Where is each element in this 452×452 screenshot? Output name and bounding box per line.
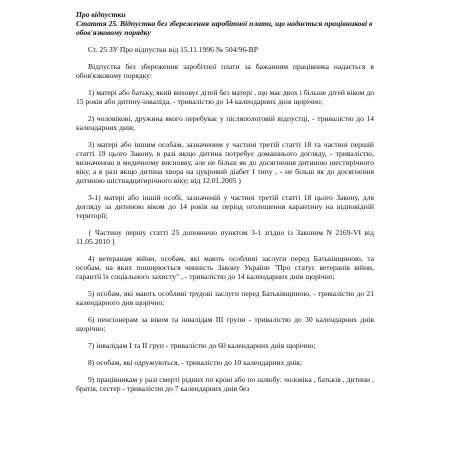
paragraph-item-5: 5) особам, які мають особливі трудові заслуги перед Батьківщиною, - тривалістю до 21 календарного дня щорічно; (76, 289, 374, 307)
paragraph-item-3: 3) матері або іншим особам, зазначеним у частині третій статті 18 та частині першій статті 19 цього Закону, в разі якщо дитина потребує домашнього догляду, - тривалістю, визначеною в медичному висновку, але не більш як до досягнення дитиною шестирічного віку, а в разі якщо дитина хвора на цукровий діабет I типу , - не більш як до досягнення дитиною шістнадцятирічного віку; від 12.01.2005 ) (76, 140, 374, 185)
document-page (76, 10, 374, 401)
paragraph-amendment-note: { Частину першу статті 25 доповнено пунктом 3-1 згідно із Законом N 2169-VI від 11.05.2010 } (76, 228, 374, 246)
paragraph-item-2: 2) чоловікові, дружина якого перебуває у післяпологовій відпустці, - тривалістю до 14 календарних днів; (76, 114, 374, 132)
paragraph-item-9: 9) працівникам у разі смерті рідних по крові або по шлюбу: чоловіка , батьків , дитини , братів, сестер - тривалістю до 7 календарних днів без (76, 375, 374, 393)
paragraph-item-4: 4) ветеранам війни, особам, які мають особливі заслуги перед Батьківщиною, та особам, на яких поширюється чинність Закону України "Про статус ветеранів війни, гарантії їх соціального захисту" , - тривалістю до 14 календарних днів щорічно; (76, 254, 374, 281)
paragraph-item-8: 8) особам, які одружуються, - тривалістю до 10 календарних днів; (88, 358, 302, 367)
paragraph-item-3-1: 3-1) матері або іншій особі, зазначеній у частині третій статті 18 цього Закону, для догляду за дитиною віком до 14 років на період оголошення карантину на відповідній території; (76, 193, 374, 220)
paragraph-item-7: 7) інвалідам I та II груп - тривалістю до 60 календарних днів щорічно; (88, 341, 316, 350)
paragraph-intro: Відпустка без збереження заробітної плати за бажанням працівника надається в обов'язковому порядку: (76, 62, 374, 80)
paragraph-item-1: 1) матері або батьку, який виховує дітей без матері , що має двох і більше дітей віком до 15 років або дитину-інваліда, - тривалістю до 14 календарних днів щорічно; (76, 88, 374, 106)
paragraph-item-6: 6) пенсіонерам за віком та інвалідам III групи - тривалістю до 30 календарних днів щорічно; (76, 315, 374, 333)
article-heading: Стаття 25. Відпустка без збереження заробітної плати, що надається працівникові в обов'язковому порядку (76, 19, 373, 37)
law-reference: Ст. 25 ЗУ Про відпустки від 15.11.1996 № 504/96-ВР (88, 45, 258, 54)
document-title: Про відпустки (76, 10, 126, 19)
